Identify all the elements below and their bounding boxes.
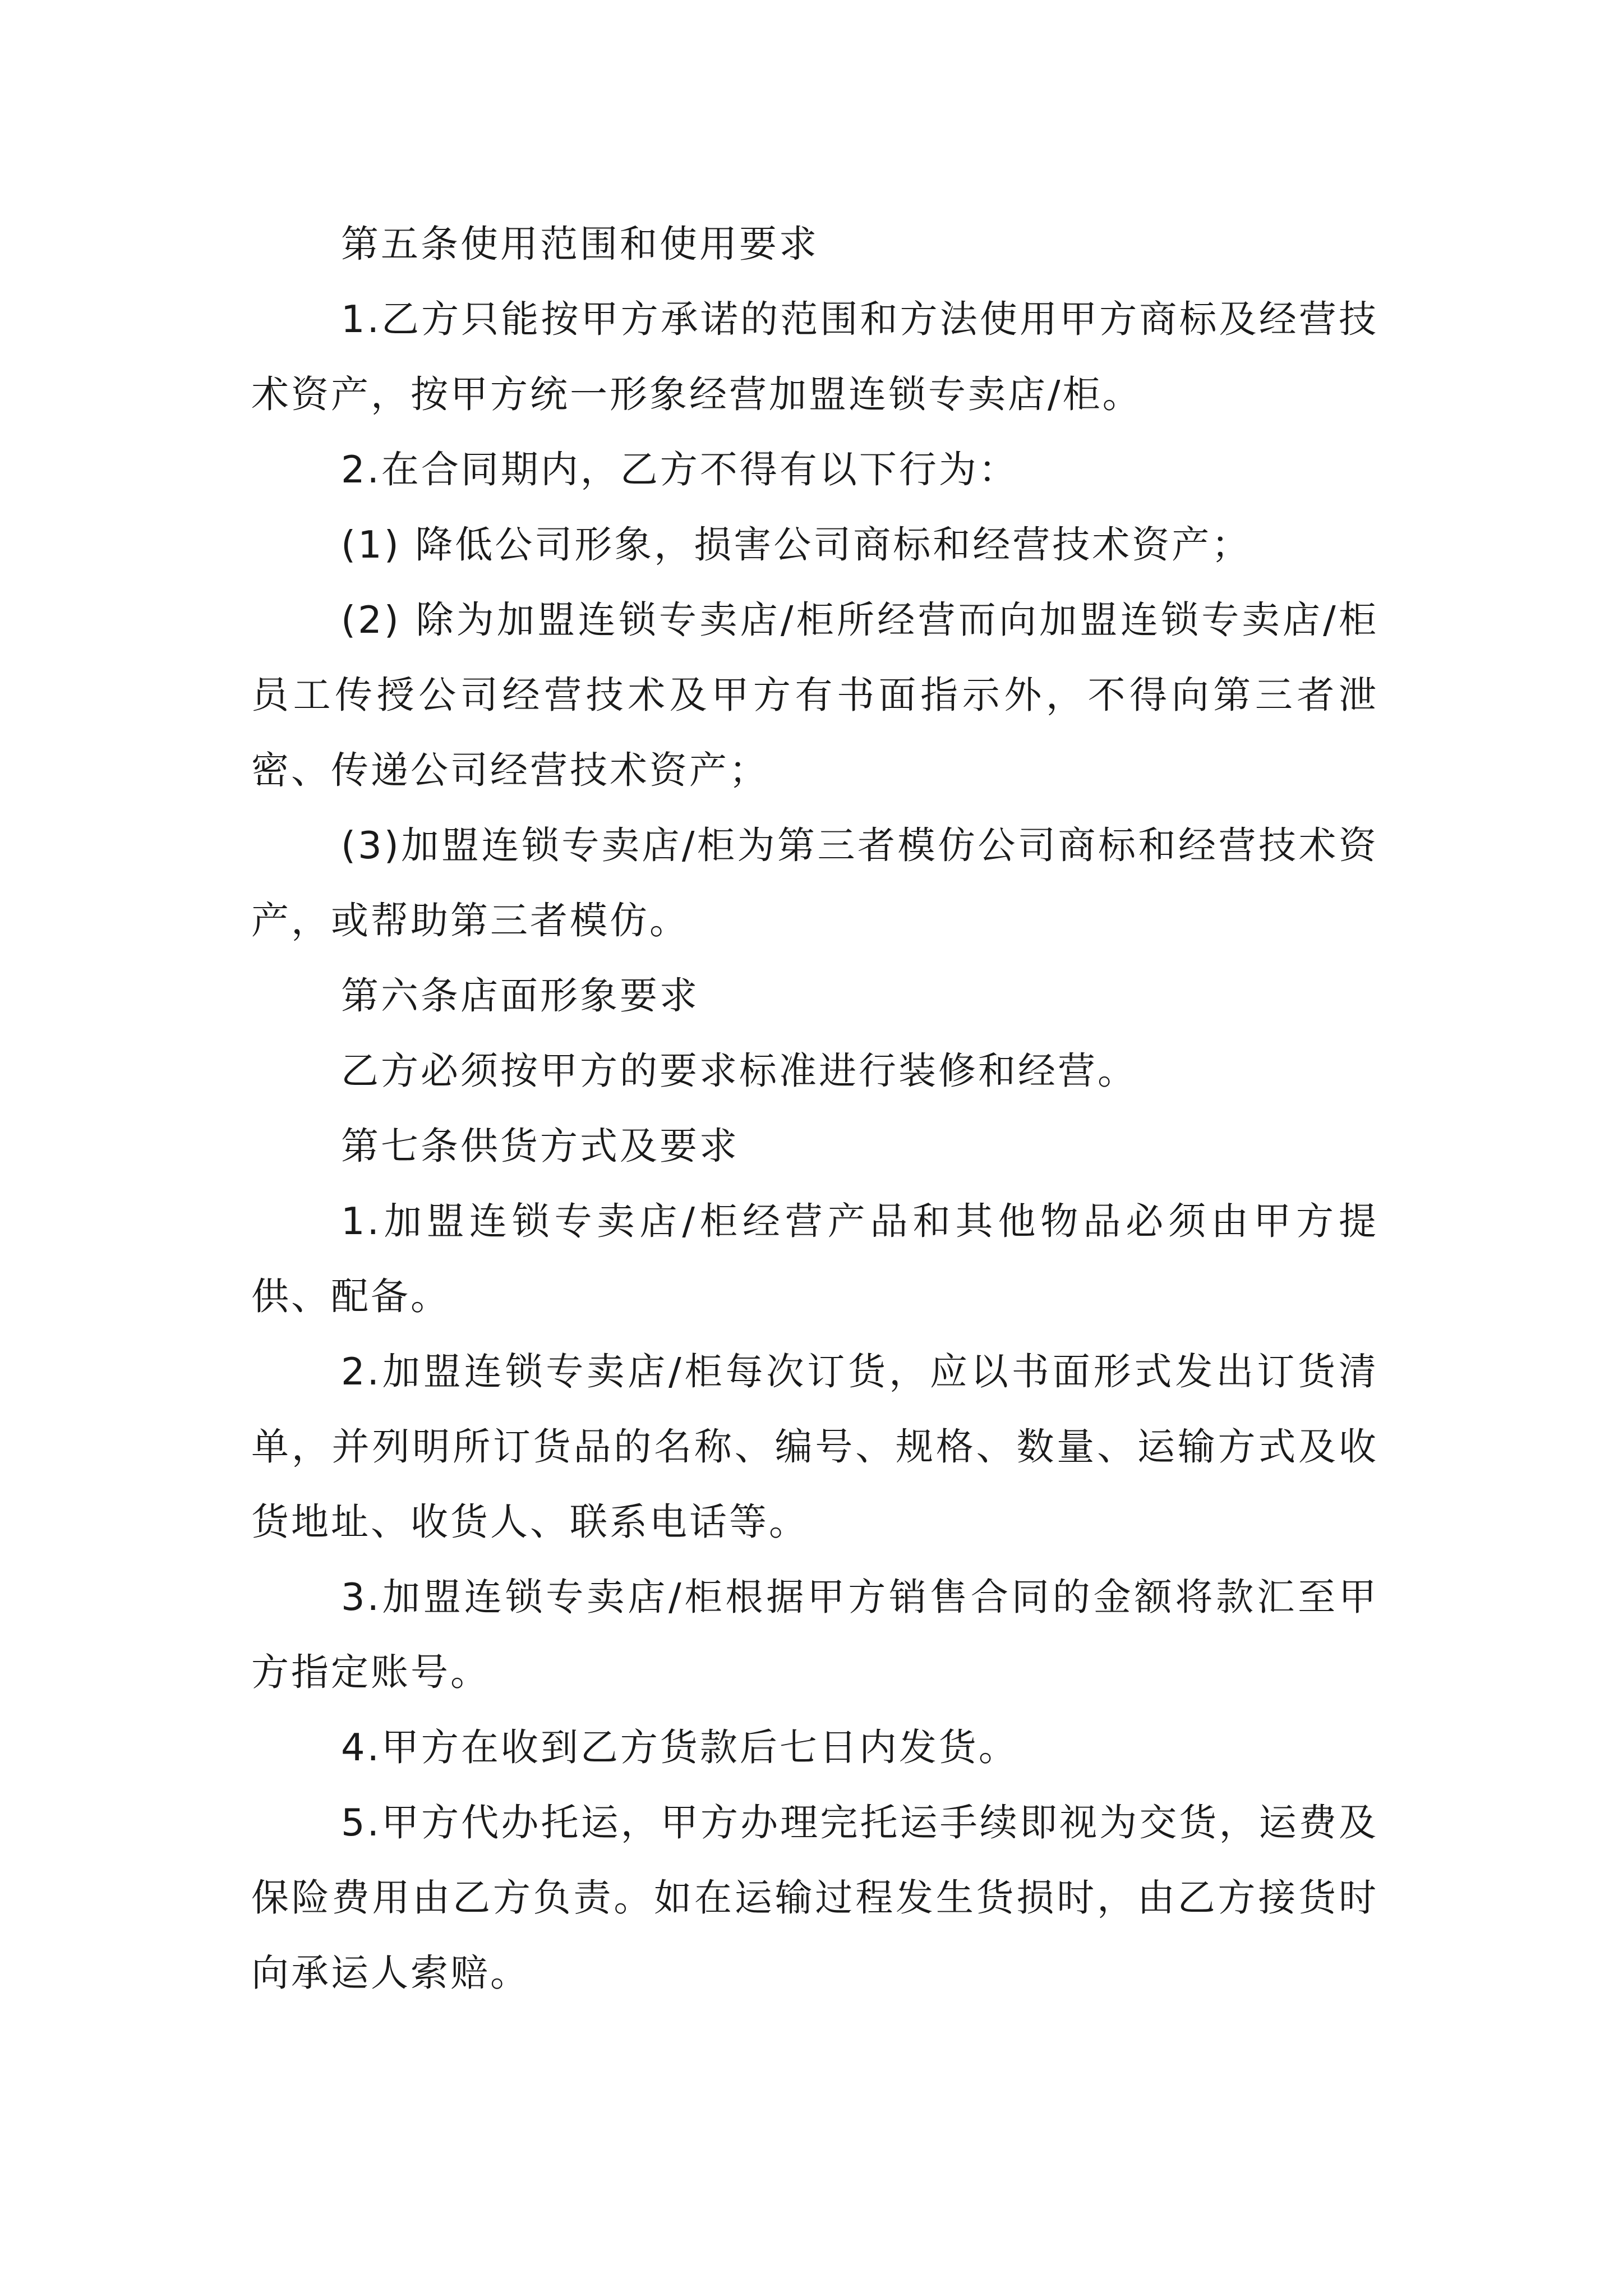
paragraph-5-2-item-3: (3)加盟连锁专卖店/柜为第三者模仿公司商标和经营技术资产，或帮助第三者模仿。 <box>251 823 1378 942</box>
paragraph-7-4: 4.甲方在收到乙方货款后七日内发货。 <box>341 1726 1018 1769</box>
paragraph-7-3: 3.加盟连锁专卖店/柜根据甲方销售合同的金额将款汇至甲方指定账号。 <box>251 1575 1378 1694</box>
paragraph-7-2: 2.加盟连锁专卖店/柜每次订货，应以书面形式发出订货清单，并列明所订货品的名称、编号、规格、数量、运输方式及收货地址、收货人、联系电话等。 <box>251 1350 1378 1544</box>
section-heading-article-6: 第六条店面形象要求 <box>341 974 699 1018</box>
section-heading-article-5: 第五条使用范围和使用要求 <box>341 222 819 266</box>
document-body <box>251 206 1378 2010</box>
paragraph-5-2-item-2: (2) 除为加盟连锁专卖店/柜所经营而向加盟连锁专卖店/柜员工传授公司经营技术及甲方有书面指示外，不得向第三者泄密、传递公司经营技术资产； <box>251 598 1378 792</box>
paragraph-5-2: 2.在合同期内，乙方不得有以下行为： <box>341 448 1018 491</box>
paragraph-5-2-item-1: (1) 降低公司形象，损害公司商标和经营技术资产； <box>341 523 1252 567</box>
paragraph-5-1: 1.乙方只能按甲方承诺的范围和方法使用甲方商标及经营技术资产，按甲方统一形象经营加盟连锁专卖店/柜。 <box>251 297 1378 416</box>
section-heading-article-7: 第七条供货方式及要求 <box>341 1124 739 1168</box>
paragraph-6: 乙方必须按甲方的要求标准进行装修和经营。 <box>341 1049 1137 1093</box>
paragraph-7-5: 5.甲方代办托运，甲方办理完托运手续即视为交货，运费及保险费用由乙方负责。如在运输过程发生货损时，由乙方接货时向承运人索赔。 <box>251 1801 1378 1995</box>
paragraph-7-1: 1.加盟连锁专卖店/柜经营产品和其他物品必须由甲方提供、配备。 <box>251 1199 1378 1318</box>
